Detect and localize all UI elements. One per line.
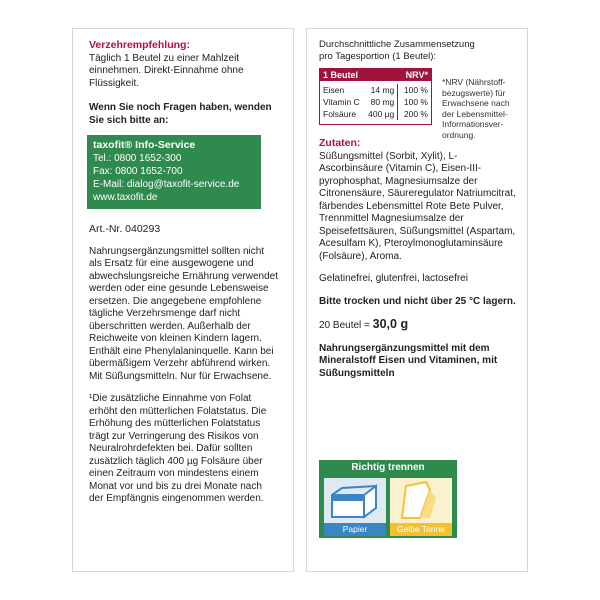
service-web: www.taxofit.de — [93, 192, 158, 203]
recycling-box — [319, 460, 457, 538]
row-name: Eisen — [323, 85, 345, 95]
recycling-title: Richtig trennen — [351, 462, 425, 473]
row-nrv: 100 % — [397, 84, 431, 96]
row-name: Vitamin C — [323, 97, 360, 107]
usage-text: Täglich 1 Beutel zu einer Mahlzeit einnehmen. Direkt-Einnahme ohne Flüssigkeit. — [89, 52, 244, 89]
table-row — [320, 84, 431, 96]
product-description: Nahrungsergänzungsmittel mit dem Mineralstoff Eisen und Vitaminen, mit Süßungsmitteln — [319, 342, 498, 379]
left-panel — [72, 28, 294, 572]
row-amount: 400 µg — [368, 109, 395, 119]
net-weight — [319, 318, 519, 333]
folate-note: ¹Die zusätzliche Einnahme von Folat erhöht den mütterlichen Folatstatus. Die Erhöhung des mütterlichen Folatstatus trägt zur Verringerung des Risikos von Neuralrohrdefekten bei. Dafür sollten zusätzlich täglich 400 µg Folsäure über einen Zeitraum von mindestens einem Monat vor und bis zu drei Monate nach der Empfängnis eingenommen werden. — [89, 393, 267, 504]
usage-heading: Verzehrempfehlung: — [89, 39, 190, 51]
row-nrv: 100 % — [397, 96, 431, 108]
row-name: Folsäure — [323, 109, 357, 119]
table-row — [320, 96, 431, 108]
table-col-serving: 1 Beutel — [323, 70, 359, 80]
weight-value: 30,0 g — [372, 317, 409, 331]
yellow-bin-label: Gelbe Tonne — [390, 523, 452, 536]
weight-prefix: 20 Beutel = — [319, 320, 373, 331]
free-from-text: Gelatinefrei, glutenfrei, lactosefrei — [319, 273, 468, 284]
nrv-footnote: *NRV (Nährstoffbezugswerte) für Erwachsene nach der LebensmittelInformationsverordnung. — [442, 77, 510, 140]
composition-heading: Durchschnittliche Zusammensetzung pro Tagesportion (1 Beutel): — [319, 39, 475, 62]
yellow-bag-icon — [390, 478, 452, 523]
service-fax: Fax: 0800 1652-700 — [93, 166, 183, 177]
service-title: taxofit® Info-Service — [93, 139, 196, 151]
service-email: E-Mail: dialog@taxofit-service.de — [93, 179, 240, 190]
service-tel: Tel.: 0800 1652-300 — [93, 153, 182, 164]
row-amount: 14 mg — [370, 85, 395, 95]
table-row — [320, 108, 431, 120]
questions-text: Wenn Sie noch Fragen haben, wenden Sie sich bitte an: — [89, 102, 272, 126]
table-header — [320, 69, 431, 81]
storage-text: Bitte trocken und nicht über 25 °C lagern. — [319, 295, 516, 307]
paper-bin-icon — [324, 478, 386, 523]
warning-text: Nahrungsergänzungsmittel sollten nicht als Ersatz für eine ausgewogene und abwechslungsreiche Ernährung verwendet werden oder eine gesunde Lebensweise ersetzen. Die angegebene empfohlene tägliche Verzehrsmenge darf nicht überschritten werden. Außerhalb der Reichweite von kleinen Kindern lagern. Enthält eine Phenylalaninquelle. Kann bei übermäßigem Verzehr abführend wirken. Mit Süßungsmitteln. Nur für Erwachsene. — [89, 245, 279, 382]
ingredients-heading: Zutaten: — [319, 137, 361, 149]
article-number: Art.-Nr. 040293 — [89, 223, 161, 235]
row-amount: 80 mg — [370, 97, 395, 107]
right-panel — [306, 28, 528, 572]
paper-bin — [324, 478, 386, 536]
info-service-box — [87, 135, 261, 209]
nutrition-table — [319, 68, 432, 125]
yellow-bin — [390, 478, 452, 536]
ingredients-text: Süßungsmittel (Sorbit, Xylit), L-Ascorbinsäure (Vitamin C), Eisen-III-pyrophosphat, Magnesiumsalze der Citronensäure, Säureregulator Natriumcitrat, färbendes Lebensmittel Rote Bete Pulver, Trennmittel Magnesiumsalze der Speisefettsäuren, Süßungsmittel (Aspartam, Acesulfam K), Pteroylmonoglutaminsäure (Folsäure), Aroma. — [319, 150, 516, 262]
row-nrv: 200 % — [397, 108, 431, 120]
table-col-nrv: NRV* — [405, 70, 428, 80]
paper-bin-label: Papier — [324, 523, 386, 536]
